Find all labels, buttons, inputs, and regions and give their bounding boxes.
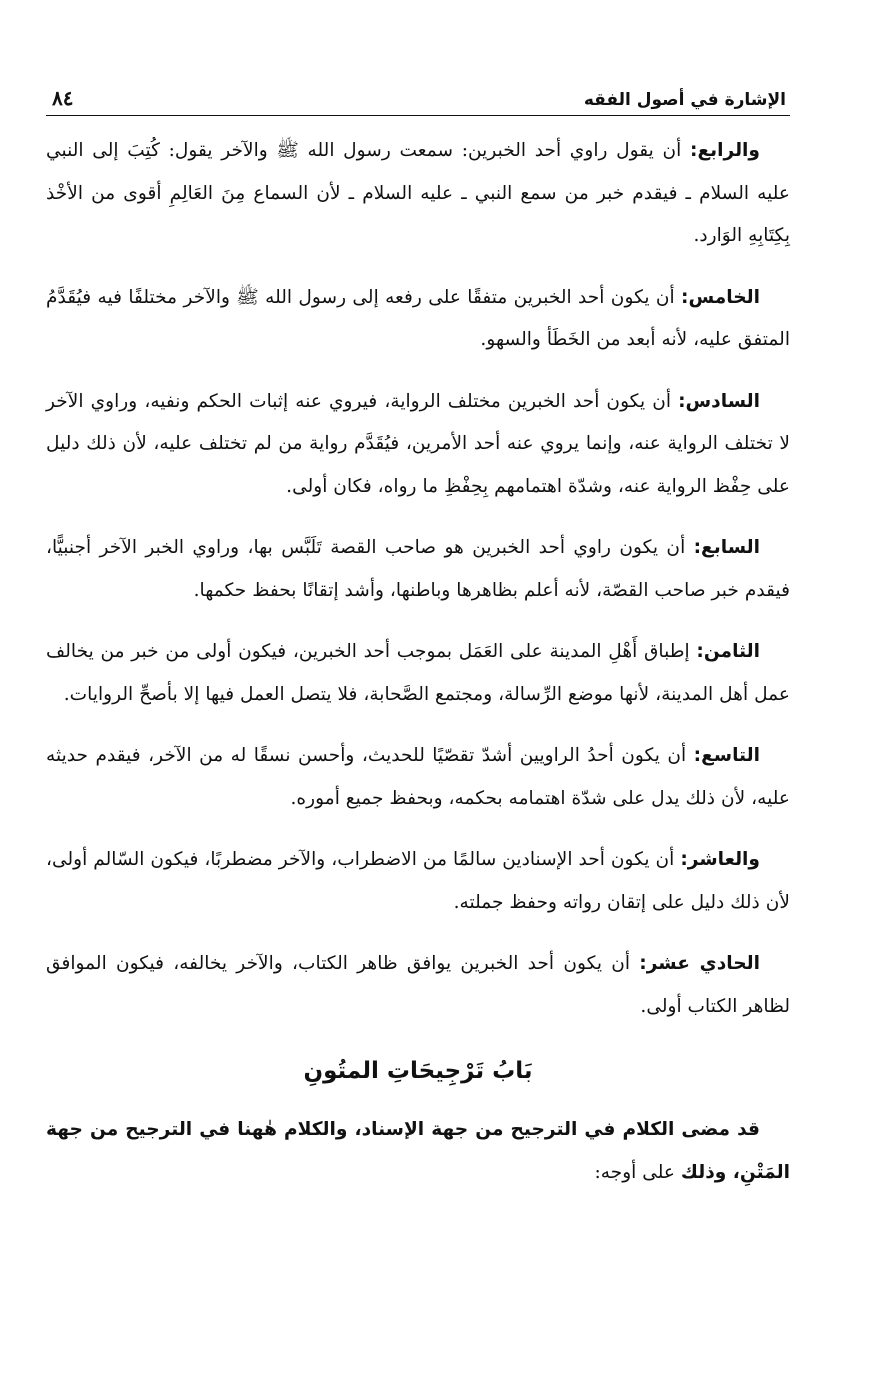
paragraph-term: والرابع: bbox=[690, 140, 760, 161]
paragraph-text: أن يكون أحد الخبرين مختلف الرواية، فيروي عنه إثبات الحكم ونفيه، وراوي الآخر لا تختلف الرواية عنه، وإنما يروي عنه أحد الأمرين، فيُقَدَّم رواية من لم تختلف عليه، لأن ذلك دليل على حِفْظ الرواية عنه، وشدّة اهتمامهم بِحِفْظِ ما رواه، فكان أولى. bbox=[46, 390, 790, 497]
paragraph-fifth bbox=[46, 277, 790, 362]
paragraph-term: السادس: bbox=[678, 390, 760, 412]
paragraph-term: السابع: bbox=[693, 537, 760, 558]
paragraph-text: أن يكون أحد الخبرين يوافق ظاهر الكتاب، والآخر يخالفه، فيكون الموافق لظاهر الكتاب أولى. bbox=[46, 953, 790, 1017]
book-page bbox=[46, 80, 790, 1194]
paragraph-tenth bbox=[46, 839, 790, 924]
page-content bbox=[46, 130, 790, 1194]
paragraph-eighth bbox=[46, 631, 790, 716]
paragraph-eleventh bbox=[46, 943, 790, 1028]
paragraph-ninth bbox=[46, 735, 790, 820]
header-title: الإشارة في أصول الفقه bbox=[583, 90, 786, 110]
paragraph-text: أن يكون أحدُ الراويين أشدّ تقصّيًا للحديث، وأحسن نسقًا له من الآخر، فيقدم حديثه عليه، لأن ذلك يدل على شدّة اهتمامه بحكمه، وبحفظ جميع أموره. bbox=[46, 745, 790, 809]
paragraph-seventh bbox=[46, 527, 790, 612]
paragraph-sixth bbox=[46, 381, 790, 509]
running-header bbox=[46, 80, 790, 116]
paragraph-text: أن يكون أحد الإسنادين سالمًا من الاضطراب، والآخر مضطربًا، فيكون السّالم أولى، لأن ذلك دليل على إتقان رواته وحفظ جملته. bbox=[46, 849, 790, 913]
page-number: ٨٤ bbox=[52, 86, 74, 110]
paragraph-term: الثامن: bbox=[696, 641, 760, 662]
paragraph-term: والعاشر: bbox=[680, 849, 760, 870]
section-intro-plain: على أوجه: bbox=[594, 1161, 681, 1183]
section-heading: بَابُ تَرْجِيحَاتِ المتُونِ bbox=[303, 1058, 533, 1084]
paragraph-term: الحادي عشر: bbox=[639, 953, 761, 974]
paragraph-text: أن يكون راوي أحد الخبرين هو صاحب القصة تَلَبَّس بها، وراوي الخبر الآخر أجنبيًّا، فيقدم خبر صاحب القصّة، لأنه أعلم بظاهرها وباطنها، وأشد إتقانًا بحفظ حكمها. bbox=[46, 537, 790, 601]
paragraph-fourth bbox=[46, 130, 790, 258]
paragraph-term: الخامس: bbox=[681, 286, 760, 308]
paragraph-text: إطباق أَهْلِ المدينة على العَمَل بموجب أحد الخبرين، فيكون أولى من خبر من يخالف عمل أهل المدينة، لأنها موضع الرِّسالة، ومجتمع الصَّحابة، فلا يتصل العمل فيها إلا بأصحِّ الروايات. bbox=[46, 641, 790, 705]
section-intro-bold: قد مضى الكلام في الترجيح من جهة الإسناد، والكلام هٰهنا في الترجيح من جهة المَتْنِ، وذلك bbox=[46, 1119, 790, 1183]
paragraph-text: أن يكون أحد الخبرين متفقًا على رفعه إلى رسول الله ﷺ والآخر مختلفًا فيه فيُقَدَّمُ المتفق عليه، لأنه أبعد من الخَطَأ والسهو. bbox=[46, 286, 790, 350]
paragraph-text: أن يقول راوي أحد الخبرين: سمعت رسول الله ﷺ والآخر يقول: كُتِبَ إلى النبي عليه السلام ـ فيقدم خبر من سمع النبي ـ عليه السلام ـ لأن السماع مِنَ العَالِمِ أقوى من الأخْذ بِكِتَابِهِ الوَارد. bbox=[46, 140, 790, 246]
paragraph-term: التاسع: bbox=[693, 745, 760, 766]
section-intro bbox=[46, 1109, 790, 1194]
